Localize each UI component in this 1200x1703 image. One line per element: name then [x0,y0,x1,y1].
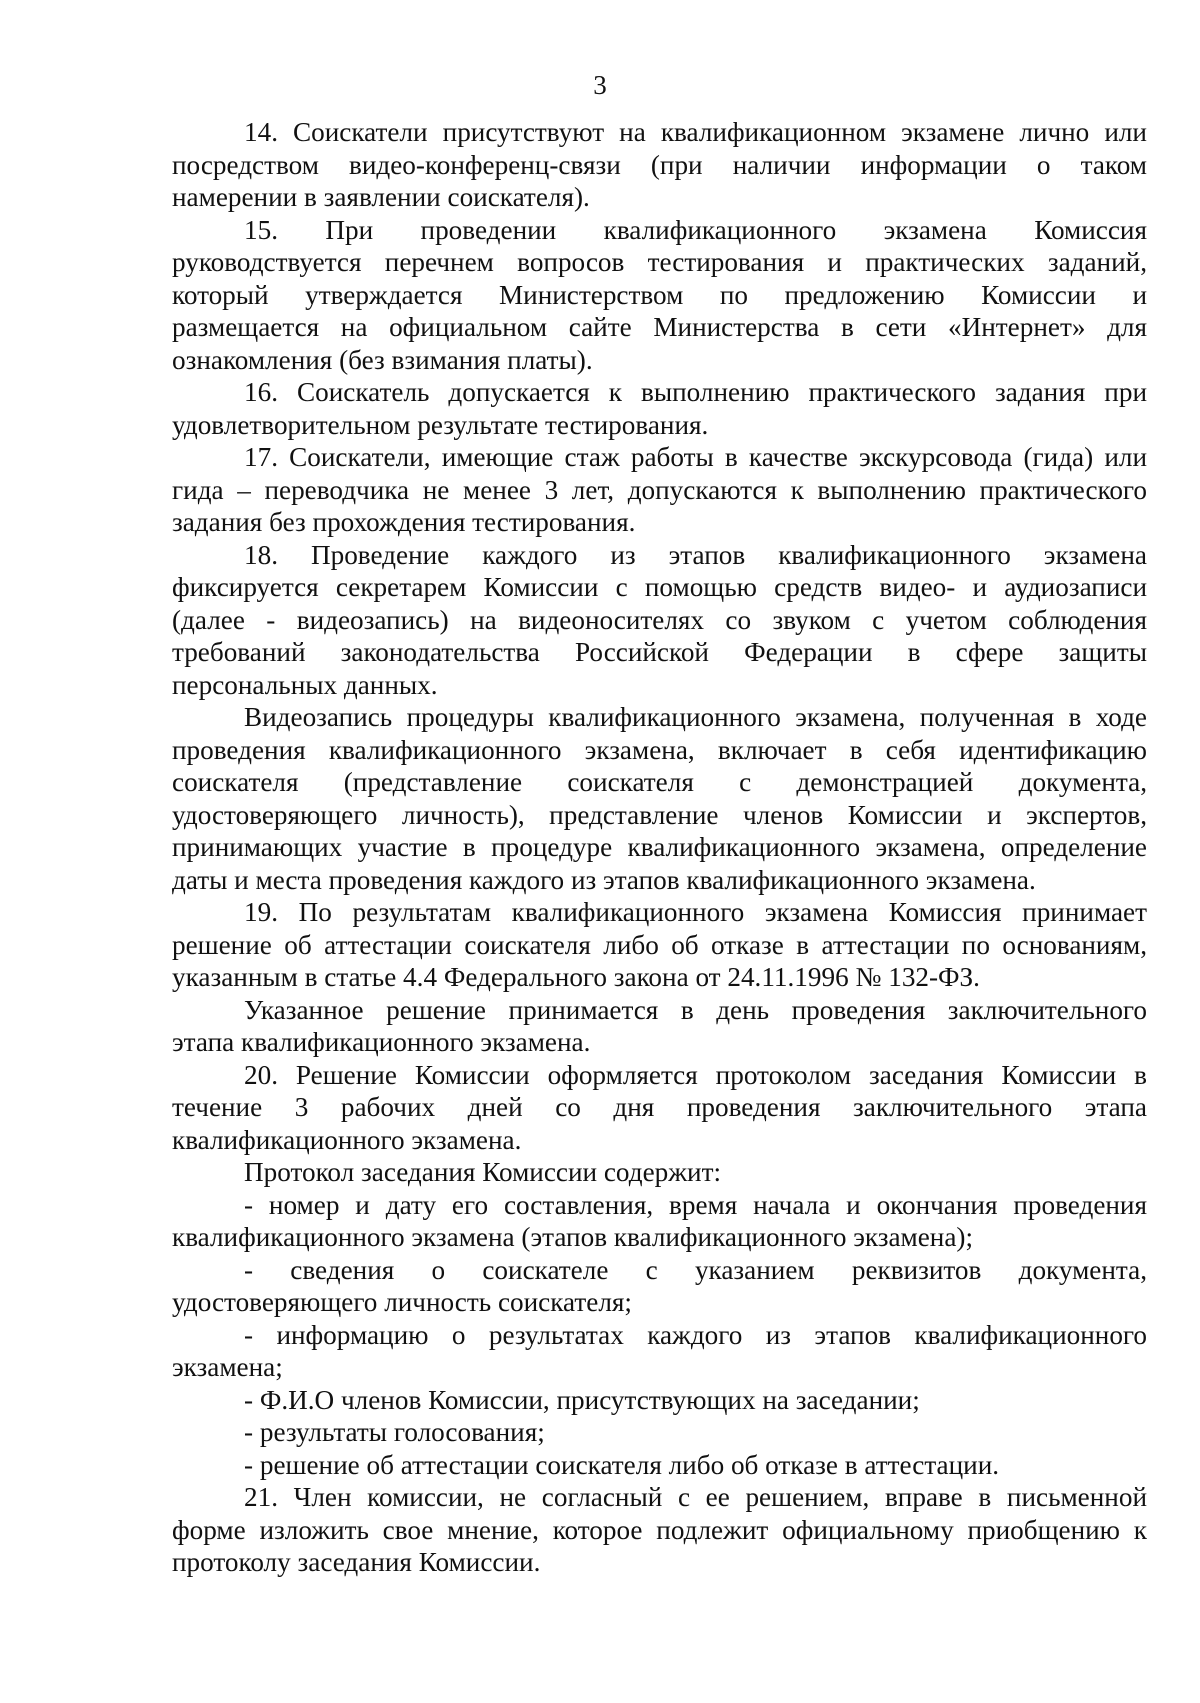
text-line: требований законодательства Российской Федерации в сфере защиты [172,637,1147,667]
document-body [172,116,1147,1579]
text-line: решение об аттестации соискателя либо об отказе в аттестации по основаниям, [172,929,1147,960]
text-line: 20. Решение Комиссии оформляется протоколом заседания Комиссии в [244,1059,1147,1090]
text-line: персональных данных. [172,669,438,700]
text-line: квалификационного экзамена. [172,1124,522,1155]
text-line: форме изложить свое мнение, которое подлежит официальному приобщению к [172,1514,1147,1545]
text-line: протоколу заседания Комиссии. [172,1547,541,1577]
text-line: - номер и дату его составления, время начала и окончания проведения [244,1189,1147,1220]
text-line: руководствуется перечнем вопросов тестирования и практических заданий, [172,247,1147,277]
text-line: 16. Соискатель допускается к выполнению практического задания при [244,377,1147,407]
text-line: соискателя (представление соискателя с демонстрацией документа, [172,767,1147,797]
text-line: - сведения о соискателе с указанием реквизитов документа, [244,1254,1147,1285]
text-line: 14. Соискатели присутствуют на квалификационном экзамене лично или [244,117,1147,147]
text-line: ознакомления (без взимания платы). [172,344,593,375]
page-number: 3 [593,70,607,100]
text-line: 18. Проведение каждого из этапов квалификационного экзамена [244,539,1147,570]
text-line: - информацию о результатах каждого из этапов квалификационного [244,1319,1147,1350]
text-line: Видеозапись процедуры квалификационного экзамена, полученная в ходе [244,702,1147,732]
text-line: экзамена; [172,1352,283,1382]
text-line: удостоверяющего личность), представление членов Комиссии и экспертов, [172,799,1147,830]
text-line: - результаты голосования; [244,1417,545,1447]
text-line: - Ф.И.О членов Комиссии, присутствующих на заседании; [244,1384,920,1415]
text-line: фиксируется секретарем Комиссии с помощью средств видео- и аудиозаписи [172,572,1147,602]
text-line: 21. Член комиссии, не согласный с ее решением, вправе в письменной [244,1482,1147,1512]
text-line: удовлетворительном результате тестирования. [172,409,709,440]
text-line: проведения квалификационного экзамена, включает в себя идентификацию [172,734,1147,765]
text-line: задания без прохождения тестирования. [172,507,636,537]
text-line: Протокол заседания Комиссии содержит: [244,1157,722,1187]
text-line: 15. При проведении квалификационного экзамена Комиссия [244,214,1147,245]
text-line: намерении в заявлении соискателя). [172,182,590,212]
text-line: принимающих участие в процедуре квалификационного экзамена, определение [172,832,1147,862]
text-line: размещается на официальном сайте Министерства в сети «Интернет» для [172,312,1147,342]
text-line: гида – переводчика не менее 3 лет, допускаются к выполнению практического [172,474,1147,505]
text-line: указанным в статье 4.4 Федерального закона от 24.11.1996 № 132-ФЗ. [172,962,980,992]
text-line: 19. По результатам квалификационного экзамена Комиссия принимает [244,897,1147,927]
text-line: течение 3 рабочих дней со дня проведения заключительного этапа [172,1092,1147,1122]
text-line: который утверждается Министерством по предложению Комиссии и [172,279,1147,310]
text-line: 17. Соискатели, имеющие стаж работы в качестве экскурсовода (гида) или [244,442,1147,472]
text-line: квалификационного экзамена (этапов квалификационного экзамена); [172,1222,974,1252]
text-line: этапа квалификационного экзамена. [172,1027,591,1057]
text-line: удостоверяющего личность соискателя; [172,1287,632,1317]
text-line: даты и места проведения каждого из этапов квалификационного экзамена. [172,864,1036,895]
text-line: - решение об аттестации соискателя либо об отказе в аттестации. [244,1449,1000,1480]
text-line: (далее - видеозапись) на видеоносителях со звуком с учетом соблюдения [172,604,1147,635]
text-line: посредством видео-конференц-связи (при наличии информации о таком [172,149,1147,180]
text-line: Указанное решение принимается в день проведения заключительного [244,994,1147,1025]
